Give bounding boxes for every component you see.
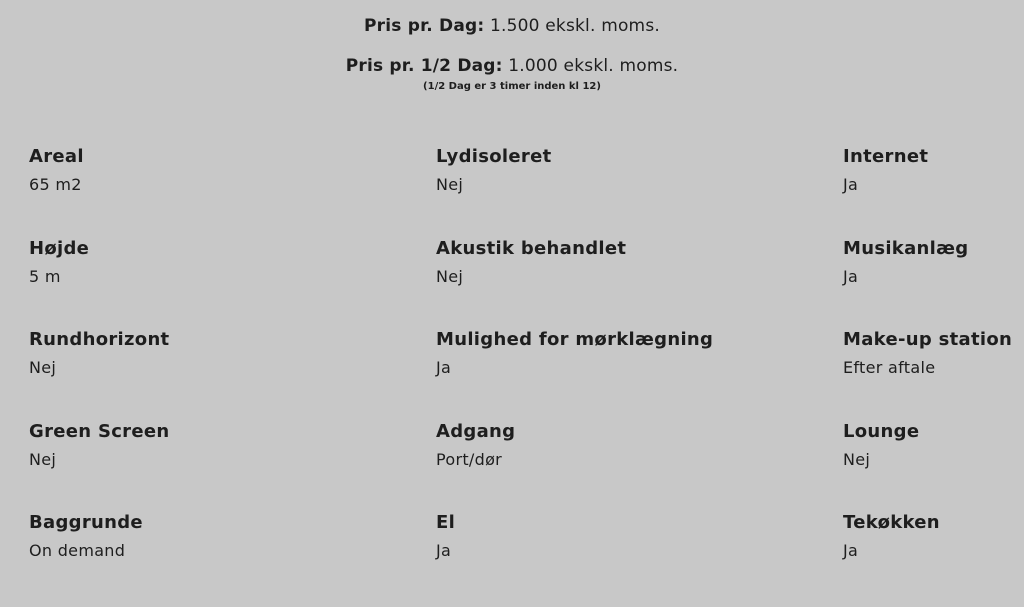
spec-label: Musikanlæg: [843, 237, 969, 259]
spec-label: Tekøkken: [843, 512, 940, 533]
price-per-day: [0, 14, 1024, 38]
spec-label: Make-up station: [843, 329, 1013, 350]
price-per-half-day: [0, 54, 1024, 78]
spec-el: [436, 510, 843, 602]
spec-value: 65 m2: [29, 175, 82, 194]
spec-label: Areal: [29, 146, 84, 167]
spec-value: Ja: [843, 541, 859, 560]
spec-adgang: [436, 419, 843, 511]
price-per-half-day-value: 1.000 ekskl. moms.: [508, 56, 679, 76]
price-per-day-value: 1.500 ekskl. moms.: [489, 16, 660, 36]
spec-hojde: [29, 236, 436, 328]
spec-label: Internet: [843, 146, 929, 167]
spec-rundhorizont: [29, 327, 436, 419]
spec-label: El: [436, 512, 456, 533]
spec-value: Nej: [29, 358, 57, 377]
spec-value: Ja: [436, 358, 452, 377]
spec-label: Rundhorizont: [29, 329, 170, 350]
spec-value: Ja: [843, 175, 859, 194]
spec-value: Nej: [436, 266, 464, 286]
spec-lydisoleret: [436, 144, 843, 236]
spec-lounge: [843, 419, 1019, 511]
spec-areal: [29, 144, 436, 236]
spec-akustik: [436, 236, 843, 328]
spec-musikanlaeg: [843, 236, 1019, 328]
spec-label: Baggrunde: [29, 512, 143, 533]
spec-label: Green Screen: [29, 420, 170, 442]
price-per-half-day-label: Pris pr. 1/2 Dag:: [345, 56, 503, 76]
spec-baggrunde: [29, 510, 436, 602]
spec-morklaegning: [436, 327, 843, 419]
spec-value: Nej: [843, 449, 871, 469]
specs-grid: [29, 144, 1019, 602]
spec-value: 5 m: [29, 266, 61, 286]
spec-value: Ja: [436, 541, 452, 560]
spec-label: Lounge: [843, 420, 920, 442]
spec-tekokken: [843, 510, 1019, 602]
pricing-section: [0, 14, 1024, 93]
spec-value: Nej: [436, 175, 464, 194]
spec-value: Nej: [29, 449, 57, 469]
half-day-note: (1/2 Dag er 3 timer inden kl 12): [423, 81, 601, 92]
spec-value: Ja: [843, 266, 859, 286]
spec-value: Efter aftale: [843, 358, 936, 377]
spec-label: Akustik behandlet: [436, 237, 627, 259]
spec-label: Højde: [29, 237, 90, 259]
spec-value: Port/dør: [436, 449, 503, 469]
spec-label: Adgang: [436, 420, 516, 442]
spec-value: On demand: [29, 541, 126, 560]
spec-green-screen: [29, 419, 436, 511]
spec-label: Mulighed for mørklægning: [436, 329, 714, 350]
spec-internet: [843, 144, 1019, 236]
price-per-day-label: Pris pr. Dag:: [364, 16, 485, 36]
spec-label: Lydisoleret: [436, 146, 552, 167]
spec-makeup: [843, 327, 1019, 419]
